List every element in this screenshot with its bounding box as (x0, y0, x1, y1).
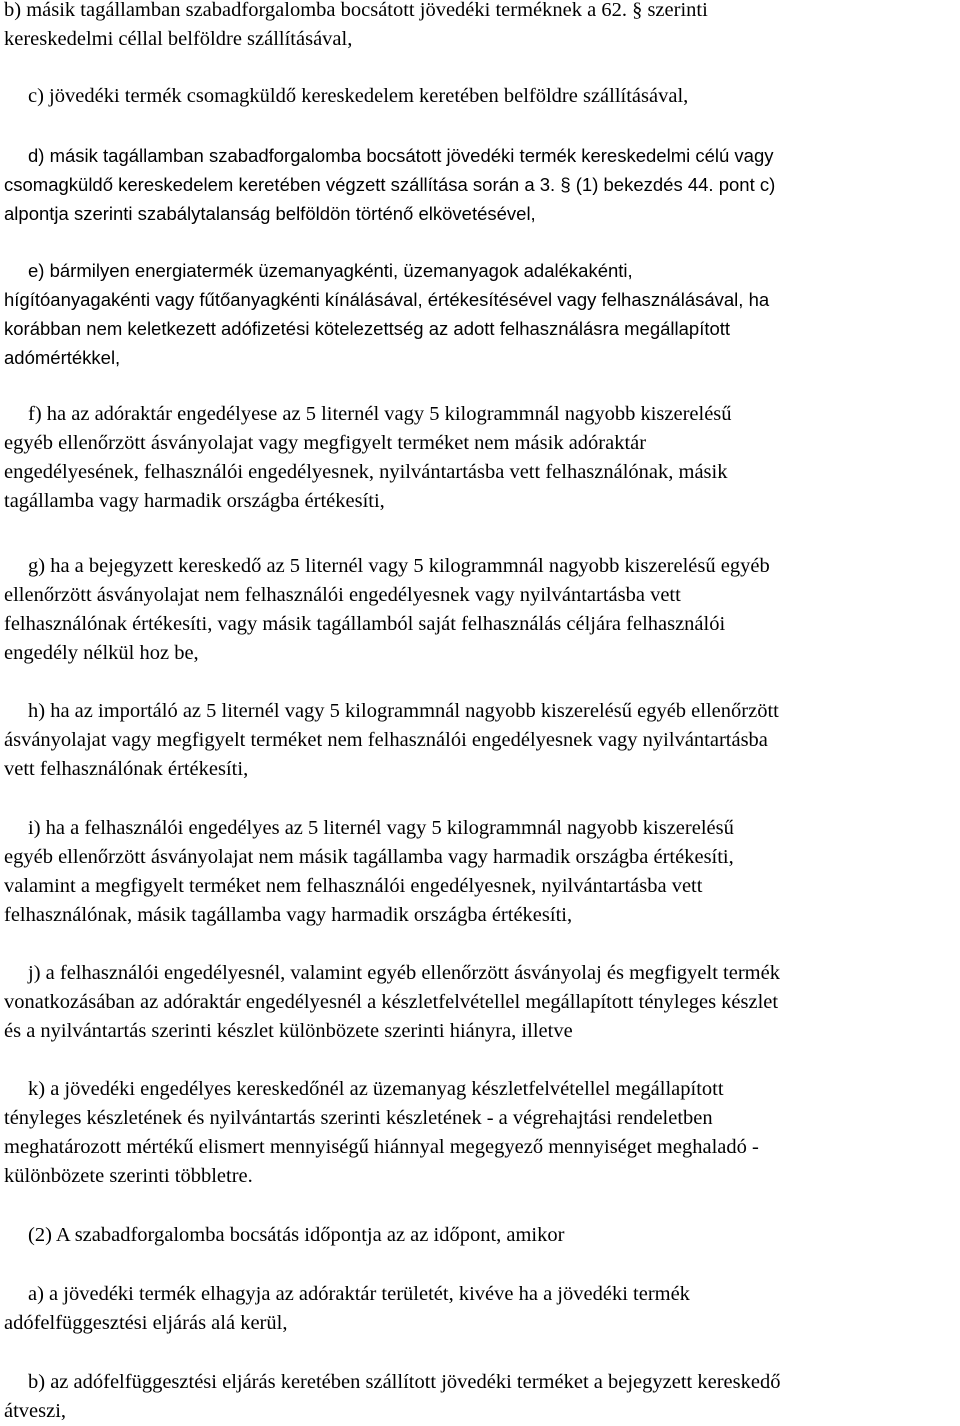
paragraph-e (4, 256, 769, 372)
paragraph-line: a) a jövedéki termék elhagyja az adóraktár területét, kivéve ha a jövedéki termék (28, 1283, 690, 1305)
paragraph-2a (4, 1280, 690, 1338)
paragraph-line: valamint a megfigyelt terméket nem felhasználói engedélyesnek, nyilvántartásba vett (4, 875, 703, 897)
paragraph-line: g) ha a bejegyzett kereskedő az 5 liternél vagy 5 kilogrammnál nagyobb kiszerelésű egyéb (28, 555, 770, 577)
paragraph-line: engedélyesének, felhasználói engedélyesnek, nyilvántartásba vett felhasználónak, másik (4, 461, 728, 483)
paragraph-line: f) ha az adóraktár engedélyese az 5 liternél vagy 5 kilogrammnál nagyobb kiszerelésű (28, 403, 732, 425)
paragraph-line: (2) A szabadforgalomba bocsátás időpontja az az időpont, amikor (28, 1224, 565, 1246)
paragraph-line: i) ha a felhasználói engedélyes az 5 liternél vagy 5 kilogrammnál nagyobb kiszerelésű (28, 817, 734, 839)
paragraph-line: c) jövedéki termék csomagküldő kereskedelem keretében belföldre szállításával, (28, 85, 689, 107)
paragraph-line: korábban nem keletkezett adófizetési kötelezettség az adott felhasználásra megállapított (4, 318, 731, 339)
paragraph-j (4, 959, 780, 1046)
paragraph-line: csomagküldő kereskedelem keretében végzett szállítása során a 3. § (1) bekezdés 44. pont c) (4, 174, 776, 195)
paragraph-line: és a nyilvántartás szerinti készlet különbözete szerinti hiányra, illetve (4, 1020, 573, 1042)
paragraph-line: ásványolajat vagy megfigyelt terméket nem felhasználói engedélyesnek vagy nyilvántartásba (4, 729, 768, 751)
paragraph-line: egyéb ellenőrzött ásványolajat vagy megfigyelt terméket nem másik adóraktár (4, 432, 647, 454)
paragraph-k (4, 1075, 759, 1191)
paragraph-line: felhasználónak, másik tagállamba vagy harmadik országba értékesíti, (4, 904, 573, 926)
paragraph-2 (28, 1221, 564, 1250)
paragraph-line: átveszi, (4, 1400, 67, 1422)
paragraph-line: ellenőrzött ásványolajat nem felhasználói engedélyesnek vagy nyilvántartásba vett (4, 584, 681, 606)
paragraph-2b (4, 1368, 780, 1426)
paragraph-i (4, 814, 734, 930)
paragraph-line: vett felhasználónak értékesíti, (4, 758, 249, 780)
paragraph-line: tagállamba vagy harmadik országba értékesíti, (4, 490, 385, 512)
paragraph-line: d) másik tagállamban szabadforgalomba bocsátott jövedéki termék kereskedelmi célú vagy (28, 145, 774, 166)
paragraph-b (4, 0, 708, 54)
paragraph-line: e) bármilyen energiatermék üzemanyagkénti, üzemanyagok adalékakénti, (28, 260, 633, 281)
paragraph-line: j) a felhasználói engedélyesnél, valamint egyéb ellenőrzött ásványolaj és megfigyelt termék (28, 962, 780, 984)
paragraph-line: felhasználónak értékesíti, vagy másik tagállamból saját felhasználás céljára felhasználói (4, 613, 726, 635)
paragraph-line: vonatkozásában az adóraktár engedélyesnél a készletfelvétellel megállapított tényleges készlet (4, 991, 779, 1013)
paragraph-line: k) a jövedéki engedélyes kereskedőnél az üzemanyag készletfelvétellel megállapított (28, 1078, 724, 1100)
paragraph-line: egyéb ellenőrzött ásványolajat nem másik tagállamba vagy harmadik országba értékesíti, (4, 846, 734, 868)
paragraph-line: h) ha az importáló az 5 liternél vagy 5 kilogrammnál nagyobb kiszerelésű egyéb ellenőrzött (28, 700, 779, 722)
paragraph-line: különbözete szerinti többletre. (4, 1165, 253, 1187)
paragraph-line: kereskedelmi céllal belföldre szállításával, (4, 28, 353, 50)
paragraph-line: hígítóanyagakénti vagy fűtőanyagkénti kínálásával, értékesítésével vagy felhasználásával, ha (4, 289, 770, 310)
paragraph-line: tényleges készletének és nyilvántartás szerinti készletének - a végrehajtási rendeletben (4, 1107, 713, 1129)
paragraph-line: meghatározott mértékű elismert mennyiségű hiánnyal megegyező mennyiséget meghaladó - (4, 1136, 759, 1158)
paragraph-d (4, 141, 775, 228)
paragraph-g (4, 552, 770, 668)
paragraph-line: adófelfüggesztési eljárás alá kerül, (4, 1312, 288, 1334)
paragraph-line: alpontja szerinti szabálytalanság belföldön történő elkövetésével, (4, 203, 536, 224)
paragraph-line: engedély nélkül hoz be, (4, 642, 199, 664)
paragraph-f (4, 400, 732, 516)
paragraph-h (4, 697, 779, 784)
paragraph-line: adómértékkel, (4, 347, 121, 368)
paragraph-line: b) másik tagállamban szabadforgalomba bocsátott jövedéki terméknek a 62. § szerinti (4, 0, 708, 21)
paragraph-line: b) az adófelfüggesztési eljárás keretében szállított jövedéki terméket a bejegyzett kereskedő (28, 1371, 781, 1393)
paragraph-c (28, 82, 688, 111)
